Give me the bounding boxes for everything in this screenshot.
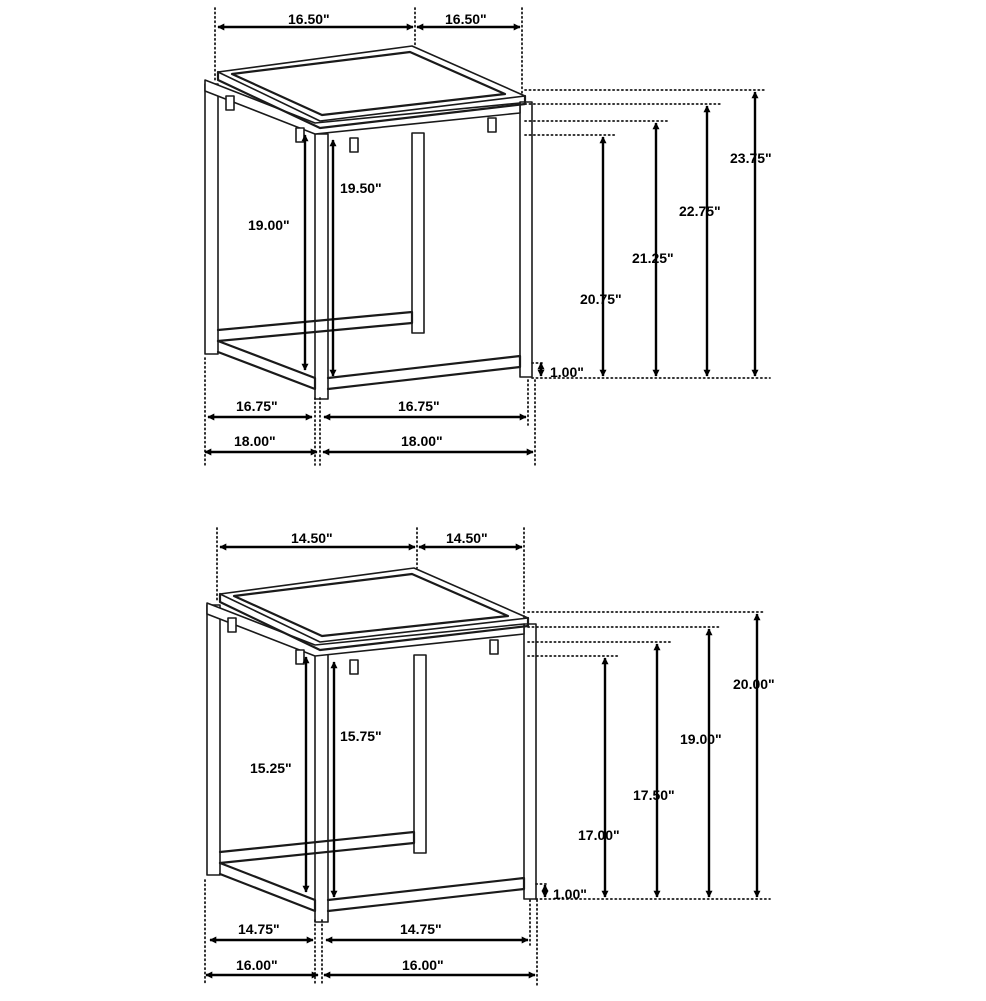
dim-bottom-rail: 1.00" [550,364,584,380]
bracket [296,128,304,142]
bracket [350,138,358,152]
dim-outer-width-right: 18.00" [401,433,443,449]
bracket [296,650,304,664]
left-leg [207,605,220,875]
dim-outer-width-left: 16.00" [236,957,278,973]
dim-apron-height: 21.25" [632,250,674,266]
bottom-rail-left [218,341,315,389]
front-leg [315,654,328,922]
right-leg [524,624,536,899]
bracket [488,118,496,132]
right-leg [520,102,532,377]
table-diagram-large [205,8,772,465]
bracket [226,96,234,110]
dim-overall-height: 20.00" [733,676,775,692]
dim-width-top-right: 16.50" [445,11,487,27]
dim-tray-height: 19.00" [680,731,722,747]
bottom-rail-front [328,356,520,389]
dim-overall-height: 23.75" [730,150,772,166]
dim-width-top-right: 14.50" [446,530,488,546]
left-leg [205,84,218,354]
dim-width-top-left: 16.50" [288,11,330,27]
table-diagram-small [205,528,775,985]
dim-outer-width-left: 18.00" [234,433,276,449]
back-leg [414,655,426,853]
dim-inner-width-right: 14.75" [400,921,442,937]
dim-outer-width-right: 16.00" [402,957,444,973]
bracket [350,660,358,674]
bottom-rail-front [328,878,524,911]
bottom-rail-left [220,863,315,911]
bracket [490,640,498,654]
dim-inner-leg-height: 15.75" [340,728,382,744]
dim-back-leg-height: 15.25" [250,760,292,776]
dim-inner-width-left: 16.75" [236,398,278,414]
front-leg [315,134,328,399]
dim-apron-height: 17.50" [633,787,675,803]
bracket [228,618,236,632]
dim-inner-leg-height: 19.50" [340,180,382,196]
dim-tray-height: 22.75" [679,203,721,219]
dim-clearance-height: 17.00" [578,827,620,843]
dim-inner-width-left: 14.75" [238,921,280,937]
dim-bottom-rail: 1.00" [553,886,587,902]
dim-inner-width-right: 16.75" [398,398,440,414]
back-leg [412,133,424,333]
dim-width-top-left: 14.50" [291,530,333,546]
dim-back-leg-height: 19.00" [248,217,290,233]
dim-clearance-height: 20.75" [580,291,622,307]
